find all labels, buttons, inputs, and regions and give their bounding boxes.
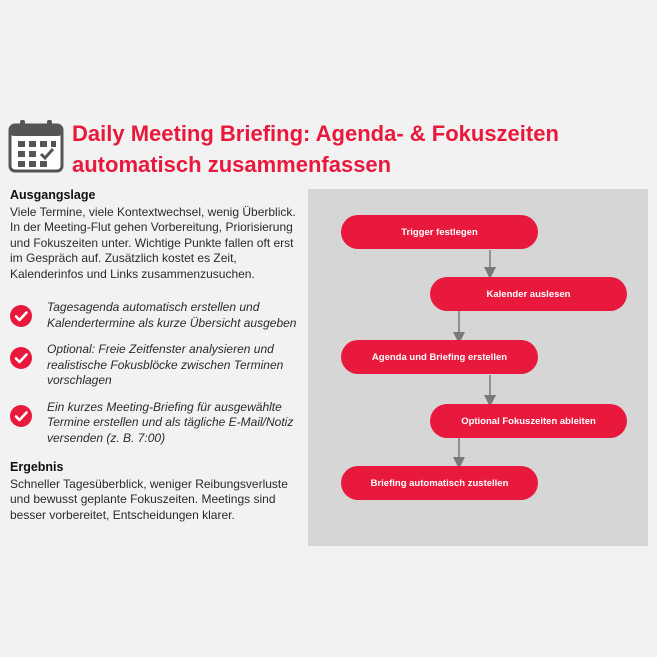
checkmark-icon (10, 347, 32, 369)
situation-text: Viele Termine, viele Kontextwechsel, wenig Überblick. In der Meeting-Flut gehen Vorbereitung, Priorisierung und Fokuszeiten unter. Wichtige Punkte fallen oft erst im Gespräch auf. Zusätzlich kostet es Zeit, Kalenderinfos und Links zusammenzusuchen. (10, 204, 296, 281)
checklist-item (10, 342, 300, 389)
flow-step: Trigger festlegen (341, 215, 538, 249)
situation-heading: Ausgangslage (10, 188, 96, 202)
page-title: Daily Meeting Briefing: Agenda- & Fokuszeiten automatisch zusammenfassen (72, 121, 559, 177)
flow-step: Briefing automatisch zustellen (341, 466, 538, 500)
checklist-item-text: Ein kurzes Meeting-Briefing für ausgewählte Termine erstellen und als tägliche E-Mail/Notiz versenden (z. B. 7:00) (47, 399, 294, 445)
calendar-icon (8, 118, 64, 174)
flow-step: Agenda und Briefing erstellen (341, 340, 538, 374)
checklist-item (10, 300, 300, 331)
flow-step: Optional Fokuszeiten ableiten (430, 404, 627, 438)
checkmark-icon (10, 305, 32, 327)
checkmark-icon (10, 405, 32, 427)
result-heading: Ergebnis (10, 460, 64, 474)
checklist-item-text: Optional: Freie Zeitfenster analysieren und realistische Fokusblöcke zwischen Terminen vorschlagen (47, 342, 284, 387)
checklist-item-text: Tagesagenda automatisch erstellen und Kalendertermine als kurze Übersicht ausgeben (47, 300, 297, 330)
content-column (10, 188, 300, 523)
checklist-item (10, 400, 300, 447)
flow-step: Kalender auslesen (430, 277, 627, 311)
result-section (10, 460, 300, 523)
result-text: Schneller Tagesüberblick, weniger Reibungsverluste und bewusst geplante Fokuszeiten. Meetings sind besser vorbereitet, Entscheidungen klarer. (10, 476, 288, 522)
flow-diagram (308, 189, 648, 546)
checklist (10, 300, 300, 446)
